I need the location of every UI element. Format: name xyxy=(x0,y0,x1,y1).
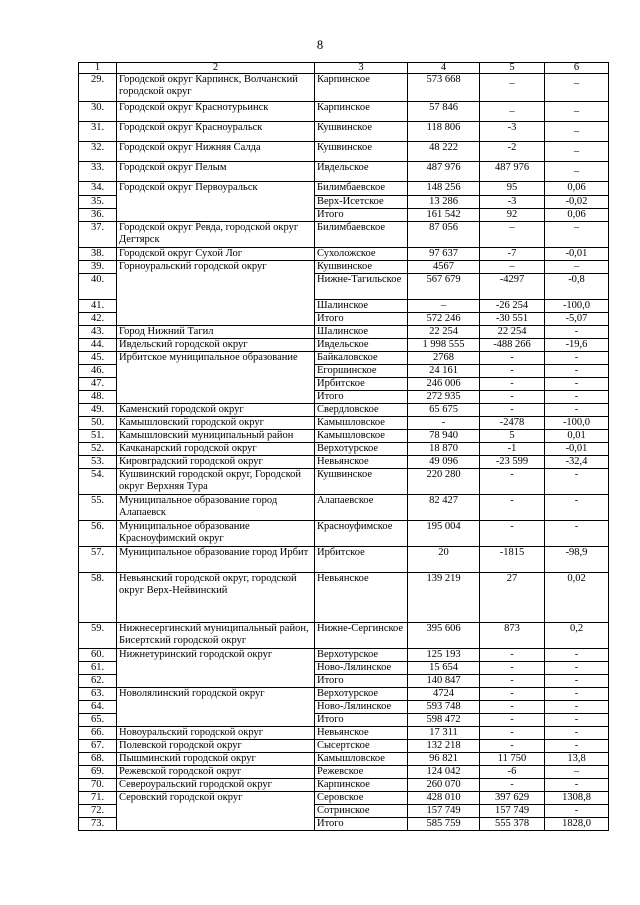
cell-c1: 52. xyxy=(79,443,117,456)
cell-c3: Верх-Исетское xyxy=(315,196,408,209)
cell-c1: 67. xyxy=(79,740,117,753)
cell-c2: Город Нижний Тагил xyxy=(117,326,315,339)
cell-c2: Городской округ Нижняя Салда xyxy=(117,142,315,162)
cell-c4: – xyxy=(408,300,480,313)
cell-c5: -2478 xyxy=(480,417,545,430)
cell-c6: _ xyxy=(545,122,609,142)
cell-c3: Нижне-Тагильское xyxy=(315,274,408,300)
cell-c3: Камышловское xyxy=(315,417,408,430)
cell-c1: 39. xyxy=(79,261,117,274)
cell-c5: - xyxy=(480,404,545,417)
cell-c3: Камышловское xyxy=(315,753,408,766)
table-row xyxy=(79,326,609,339)
cell-c3: Невьянское xyxy=(315,456,408,469)
cell-c2: Невьянский городской округ, городской округ Верх-Нейвинский xyxy=(117,573,315,623)
cell-c5: - xyxy=(480,740,545,753)
cell-c1: 33. xyxy=(79,162,117,182)
cell-c4: 567 679 xyxy=(408,274,480,300)
cell-c1: 70. xyxy=(79,779,117,792)
cell-c3: Серовское xyxy=(315,792,408,805)
cell-c6: -0,01 xyxy=(545,443,609,456)
cell-c1: 54. xyxy=(79,469,117,495)
cell-c2: Режевской городской округ xyxy=(117,766,315,779)
cell-c2: Нижнесергинский муниципальный район, Бисертский городской округ xyxy=(117,623,315,649)
cell-c4: - xyxy=(408,417,480,430)
cell-c5: 95 xyxy=(480,182,545,196)
cell-c6: 1308,8 xyxy=(545,792,609,805)
cell-c3: Кушвинское xyxy=(315,261,408,274)
column-header: 6 xyxy=(545,63,609,74)
column-header: 3 xyxy=(315,63,408,74)
cell-c1: 32. xyxy=(79,142,117,162)
cell-c4: 49 096 xyxy=(408,456,480,469)
cell-c6: - xyxy=(545,727,609,740)
table-body xyxy=(79,63,609,831)
table-row xyxy=(79,792,609,805)
cell-c1: 55. xyxy=(79,495,117,521)
cell-c5: - xyxy=(480,391,545,404)
cell-c4: 18 870 xyxy=(408,443,480,456)
cell-c4: 598 472 xyxy=(408,714,480,727)
cell-c1: 30. xyxy=(79,102,117,122)
cell-c2: Городской округ Первоуральск xyxy=(117,182,315,222)
cell-c5: - xyxy=(480,495,545,521)
cell-c1: 45. xyxy=(79,352,117,365)
cell-c6: -19,6 xyxy=(545,339,609,352)
cell-c3: Режевское xyxy=(315,766,408,779)
cell-c3: Итого xyxy=(315,391,408,404)
table-row xyxy=(79,649,609,662)
cell-c3: Итого xyxy=(315,818,408,831)
table-row xyxy=(79,102,609,122)
cell-c6: - xyxy=(545,352,609,365)
cell-c1: 72. xyxy=(79,805,117,818)
cell-c6: -0,8 xyxy=(545,274,609,300)
cell-c4: 260 070 xyxy=(408,779,480,792)
cell-c6: - xyxy=(545,469,609,495)
cell-c4: 246 006 xyxy=(408,378,480,391)
cell-c3: Билимбаевское xyxy=(315,182,408,196)
cell-c5: 92 xyxy=(480,209,545,222)
table-row xyxy=(79,122,609,142)
table-row xyxy=(79,261,609,274)
cell-c3: Свердловское xyxy=(315,404,408,417)
cell-c1: 34. xyxy=(79,182,117,196)
cell-c4: 125 193 xyxy=(408,649,480,662)
table-row xyxy=(79,182,609,196)
cell-c4: 78 940 xyxy=(408,430,480,443)
cell-c3: Ирбитское xyxy=(315,547,408,573)
cell-c6: -32,4 xyxy=(545,456,609,469)
cell-c3: Шалинское xyxy=(315,300,408,313)
cell-c3: Ново-Лялинское xyxy=(315,662,408,675)
table-row xyxy=(79,753,609,766)
cell-c1: 63. xyxy=(79,688,117,701)
cell-c6: - xyxy=(545,675,609,688)
cell-c1: 50. xyxy=(79,417,117,430)
table-row xyxy=(79,779,609,792)
table-row xyxy=(79,495,609,521)
cell-c6: 0,02 xyxy=(545,573,609,623)
cell-c3: Байкаловское xyxy=(315,352,408,365)
cell-c6: 13,8 xyxy=(545,753,609,766)
cell-c5: - xyxy=(480,727,545,740)
table-row xyxy=(79,727,609,740)
cell-c5: - xyxy=(480,352,545,365)
cell-c2: Нижнетуринский городской округ xyxy=(117,649,315,688)
cell-c6: 0,01 xyxy=(545,430,609,443)
column-header: 5 xyxy=(480,63,545,74)
cell-c1: 65. xyxy=(79,714,117,727)
table-row xyxy=(79,162,609,182)
cell-c1: 29. xyxy=(79,74,117,102)
cell-c5: -488 266 xyxy=(480,339,545,352)
cell-c3: Камышловское xyxy=(315,430,408,443)
cell-c4: 572 246 xyxy=(408,313,480,326)
cell-c6: _ xyxy=(545,142,609,162)
cell-c6: - xyxy=(545,688,609,701)
cell-c1: 66. xyxy=(79,727,117,740)
cell-c3: Билимбаевское xyxy=(315,222,408,248)
cell-c5: – xyxy=(480,222,545,248)
cell-c5: - xyxy=(480,675,545,688)
cell-c1: 42. xyxy=(79,313,117,326)
cell-c5: 27 xyxy=(480,573,545,623)
cell-c5: - xyxy=(480,779,545,792)
cell-c4: 97 637 xyxy=(408,248,480,261)
cell-c6: – xyxy=(545,261,609,274)
cell-c4: 82 427 xyxy=(408,495,480,521)
cell-c6: - xyxy=(545,404,609,417)
cell-c6: - xyxy=(545,495,609,521)
cell-c3: Егоршинское xyxy=(315,365,408,378)
cell-c6: - xyxy=(545,701,609,714)
cell-c4: 15 654 xyxy=(408,662,480,675)
table-row xyxy=(79,573,609,623)
cell-c5: -2 xyxy=(480,142,545,162)
cell-c4: 22 254 xyxy=(408,326,480,339)
cell-c1: 71. xyxy=(79,792,117,805)
cell-c1: 44. xyxy=(79,339,117,352)
cell-c3: Кушвинское xyxy=(315,142,408,162)
cell-c4: 272 935 xyxy=(408,391,480,404)
table-row xyxy=(79,443,609,456)
cell-c3: Сухоложское xyxy=(315,248,408,261)
cell-c2: Городской округ Ревда, городской округ Дегтярск xyxy=(117,222,315,248)
cell-c5: _ xyxy=(480,102,545,122)
cell-c6: - xyxy=(545,365,609,378)
cell-c4: 4567 xyxy=(408,261,480,274)
cell-c6: - xyxy=(545,649,609,662)
cell-c5: _ xyxy=(480,74,545,102)
cell-c2: Полевской городской округ xyxy=(117,740,315,753)
cell-c6: - xyxy=(545,805,609,818)
cell-c5: - xyxy=(480,714,545,727)
cell-c5: -7 xyxy=(480,248,545,261)
cell-c2: Муниципальное образование Красноуфимский округ xyxy=(117,521,315,547)
cell-c5: -23 599 xyxy=(480,456,545,469)
cell-c2: Городской округ Краснотурьинск xyxy=(117,102,315,122)
cell-c5: - xyxy=(480,378,545,391)
cell-c4: 585 759 xyxy=(408,818,480,831)
cell-c5: 5 xyxy=(480,430,545,443)
cell-c4: 157 749 xyxy=(408,805,480,818)
cell-c5: -1 xyxy=(480,443,545,456)
cell-c5: - xyxy=(480,469,545,495)
cell-c2: Городской округ Красноуральск xyxy=(117,122,315,142)
cell-c1: 49. xyxy=(79,404,117,417)
cell-c4: 48 222 xyxy=(408,142,480,162)
cell-c6: -0,01 xyxy=(545,248,609,261)
cell-c1: 43. xyxy=(79,326,117,339)
cell-c3: Алапаевское xyxy=(315,495,408,521)
cell-c5: -4297 xyxy=(480,274,545,300)
cell-c4: 220 280 xyxy=(408,469,480,495)
cell-c2: Новолялинский городской округ xyxy=(117,688,315,727)
cell-c5: - xyxy=(480,688,545,701)
cell-c2: Камышловский муниципальный район xyxy=(117,430,315,443)
cell-c4: 24 161 xyxy=(408,365,480,378)
cell-c4: 139 219 xyxy=(408,573,480,623)
cell-c4: 4724 xyxy=(408,688,480,701)
cell-c6: – xyxy=(545,222,609,248)
cell-c1: 36. xyxy=(79,209,117,222)
cell-c5: 22 254 xyxy=(480,326,545,339)
cell-c6: - xyxy=(545,378,609,391)
table-row xyxy=(79,547,609,573)
cell-c2: Североуральский городской округ xyxy=(117,779,315,792)
cell-c6: 1828,0 xyxy=(545,818,609,831)
cell-c4: 161 542 xyxy=(408,209,480,222)
cell-c3: Ново-Лялинское xyxy=(315,701,408,714)
cell-c2: Каменский городской округ xyxy=(117,404,315,417)
cell-c4: 428 010 xyxy=(408,792,480,805)
table-row xyxy=(79,74,609,102)
table-row xyxy=(79,404,609,417)
cell-c1: 69. xyxy=(79,766,117,779)
cell-c1: 38. xyxy=(79,248,117,261)
cell-c1: 46. xyxy=(79,365,117,378)
cell-c6: _ xyxy=(545,102,609,122)
cell-c2: Городской округ Пелым xyxy=(117,162,315,182)
cell-c1: 41. xyxy=(79,300,117,313)
cell-c4: 2768 xyxy=(408,352,480,365)
cell-c4: 132 218 xyxy=(408,740,480,753)
cell-c6: – xyxy=(545,766,609,779)
cell-c1: 61. xyxy=(79,662,117,675)
cell-c6: - xyxy=(545,779,609,792)
table-row xyxy=(79,352,609,365)
cell-c2: Кировградский городской округ xyxy=(117,456,315,469)
table-row xyxy=(79,766,609,779)
cell-c3: Верхотурское xyxy=(315,649,408,662)
cell-c2: Серовский городской округ xyxy=(117,792,315,831)
cell-c6: _ xyxy=(545,74,609,102)
cell-c6: - xyxy=(545,662,609,675)
cell-c1: 68. xyxy=(79,753,117,766)
cell-c3: Карпинское xyxy=(315,102,408,122)
cell-c2: Горноуральский городской округ xyxy=(117,261,315,326)
cell-c5: -26 254 xyxy=(480,300,545,313)
cell-c6: - xyxy=(545,521,609,547)
cell-c1: 37. xyxy=(79,222,117,248)
cell-c4: 20 xyxy=(408,547,480,573)
cell-c6: - xyxy=(545,740,609,753)
cell-c1: 35. xyxy=(79,196,117,209)
cell-c6: - xyxy=(545,391,609,404)
cell-c3: Ивдельское xyxy=(315,162,408,182)
cell-c5: -6 xyxy=(480,766,545,779)
cell-c5: -1815 xyxy=(480,547,545,573)
cell-c4: 487 976 xyxy=(408,162,480,182)
cell-c5: - xyxy=(480,662,545,675)
cell-c2: Ирбитское муниципальное образование xyxy=(117,352,315,404)
cell-c3: Верхотурское xyxy=(315,443,408,456)
cell-c6: -98,9 xyxy=(545,547,609,573)
cell-c4: 593 748 xyxy=(408,701,480,714)
table-row xyxy=(79,740,609,753)
cell-c4: 395 606 xyxy=(408,623,480,649)
table-row xyxy=(79,469,609,495)
table-row xyxy=(79,430,609,443)
cell-c2: Городской округ Сухой Лог xyxy=(117,248,315,261)
cell-c4: 17 311 xyxy=(408,727,480,740)
cell-c4: 13 286 xyxy=(408,196,480,209)
cell-c5: 397 629 xyxy=(480,792,545,805)
cell-c5: -3 xyxy=(480,122,545,142)
cell-c5: - xyxy=(480,521,545,547)
cell-c1: 51. xyxy=(79,430,117,443)
cell-c3: Невьянское xyxy=(315,727,408,740)
cell-c3: Красноуфимское xyxy=(315,521,408,547)
table-row xyxy=(79,339,609,352)
header-row xyxy=(79,63,609,74)
cell-c3: Карпинское xyxy=(315,74,408,102)
cell-c2: Новоуральский городской округ xyxy=(117,727,315,740)
cell-c2: Городской округ Карпинск, Волчанский городской округ xyxy=(117,74,315,102)
cell-c1: 60. xyxy=(79,649,117,662)
table-row xyxy=(79,417,609,430)
cell-c4: 118 806 xyxy=(408,122,480,142)
cell-c3: Верхотурское xyxy=(315,688,408,701)
cell-c1: 73. xyxy=(79,818,117,831)
cell-c5: 11 750 xyxy=(480,753,545,766)
cell-c4: 57 846 xyxy=(408,102,480,122)
cell-c2: Качканарский городской округ xyxy=(117,443,315,456)
cell-c2: Муниципальное образование город Алапаевск xyxy=(117,495,315,521)
cell-c1: 56. xyxy=(79,521,117,547)
cell-c4: 65 675 xyxy=(408,404,480,417)
cell-c3: Ирбитское xyxy=(315,378,408,391)
cell-c3: Кушвинское xyxy=(315,469,408,495)
cell-c6: -100,0 xyxy=(545,300,609,313)
cell-c3: Сысертское xyxy=(315,740,408,753)
cell-c6: 0,2 xyxy=(545,623,609,649)
cell-c3: Итого xyxy=(315,714,408,727)
cell-c2: Пышминский городской округ xyxy=(117,753,315,766)
table-row xyxy=(79,222,609,248)
cell-c3: Итого xyxy=(315,209,408,222)
cell-c5: -30 551 xyxy=(480,313,545,326)
table-row xyxy=(79,688,609,701)
cell-c5: – xyxy=(480,261,545,274)
table-row xyxy=(79,521,609,547)
column-header: 1 xyxy=(79,63,117,74)
cell-c5: - xyxy=(480,649,545,662)
data-table xyxy=(78,62,609,831)
cell-c5: - xyxy=(480,701,545,714)
cell-c4: 124 042 xyxy=(408,766,480,779)
cell-c3: Итого xyxy=(315,675,408,688)
cell-c6: - xyxy=(545,326,609,339)
column-header: 4 xyxy=(408,63,480,74)
cell-c5: 157 749 xyxy=(480,805,545,818)
cell-c2: Муниципальное образование город Ирбит xyxy=(117,547,315,573)
cell-c4: 148 256 xyxy=(408,182,480,196)
cell-c6: -100,0 xyxy=(545,417,609,430)
cell-c1: 58. xyxy=(79,573,117,623)
cell-c1: 59. xyxy=(79,623,117,649)
cell-c5: 555 378 xyxy=(480,818,545,831)
cell-c6: - xyxy=(545,714,609,727)
column-header: 2 xyxy=(117,63,315,74)
cell-c1: 40. xyxy=(79,274,117,300)
cell-c6: 0,06 xyxy=(545,182,609,196)
cell-c4: 96 821 xyxy=(408,753,480,766)
page-number: 8 xyxy=(316,38,324,52)
cell-c4: 195 004 xyxy=(408,521,480,547)
cell-c4: 573 668 xyxy=(408,74,480,102)
cell-c3: Шалинское xyxy=(315,326,408,339)
cell-c3: Нижне-Сергинское xyxy=(315,623,408,649)
cell-c5: - xyxy=(480,365,545,378)
cell-c6: -5,07 xyxy=(545,313,609,326)
cell-c1: 53. xyxy=(79,456,117,469)
cell-c3: Ивдельское xyxy=(315,339,408,352)
cell-c4: 140 847 xyxy=(408,675,480,688)
cell-c1: 57. xyxy=(79,547,117,573)
cell-c5: 487 976 xyxy=(480,162,545,182)
cell-c6: 0,06 xyxy=(545,209,609,222)
cell-c2: Камышловский городской округ xyxy=(117,417,315,430)
cell-c3: Невьянское xyxy=(315,573,408,623)
cell-c3: Итого xyxy=(315,313,408,326)
cell-c6: -0,02 xyxy=(545,196,609,209)
table-row xyxy=(79,623,609,649)
cell-c1: 62. xyxy=(79,675,117,688)
cell-c6: _ xyxy=(545,162,609,182)
cell-c5: -3 xyxy=(480,196,545,209)
cell-c4: 87 056 xyxy=(408,222,480,248)
cell-c1: 64. xyxy=(79,701,117,714)
cell-c1: 31. xyxy=(79,122,117,142)
cell-c1: 48. xyxy=(79,391,117,404)
cell-c2: Ивдельский городской округ xyxy=(117,339,315,352)
table-row xyxy=(79,456,609,469)
cell-c3: Кушвинское xyxy=(315,122,408,142)
cell-c2: Кушвинский городской округ, Городской округ Верхняя Тура xyxy=(117,469,315,495)
table-row xyxy=(79,142,609,162)
cell-c3: Сотринское xyxy=(315,805,408,818)
cell-c3: Карпинское xyxy=(315,779,408,792)
cell-c5: 873 xyxy=(480,623,545,649)
cell-c1: 47. xyxy=(79,378,117,391)
cell-c4: 1 998 555 xyxy=(408,339,480,352)
table-row xyxy=(79,248,609,261)
